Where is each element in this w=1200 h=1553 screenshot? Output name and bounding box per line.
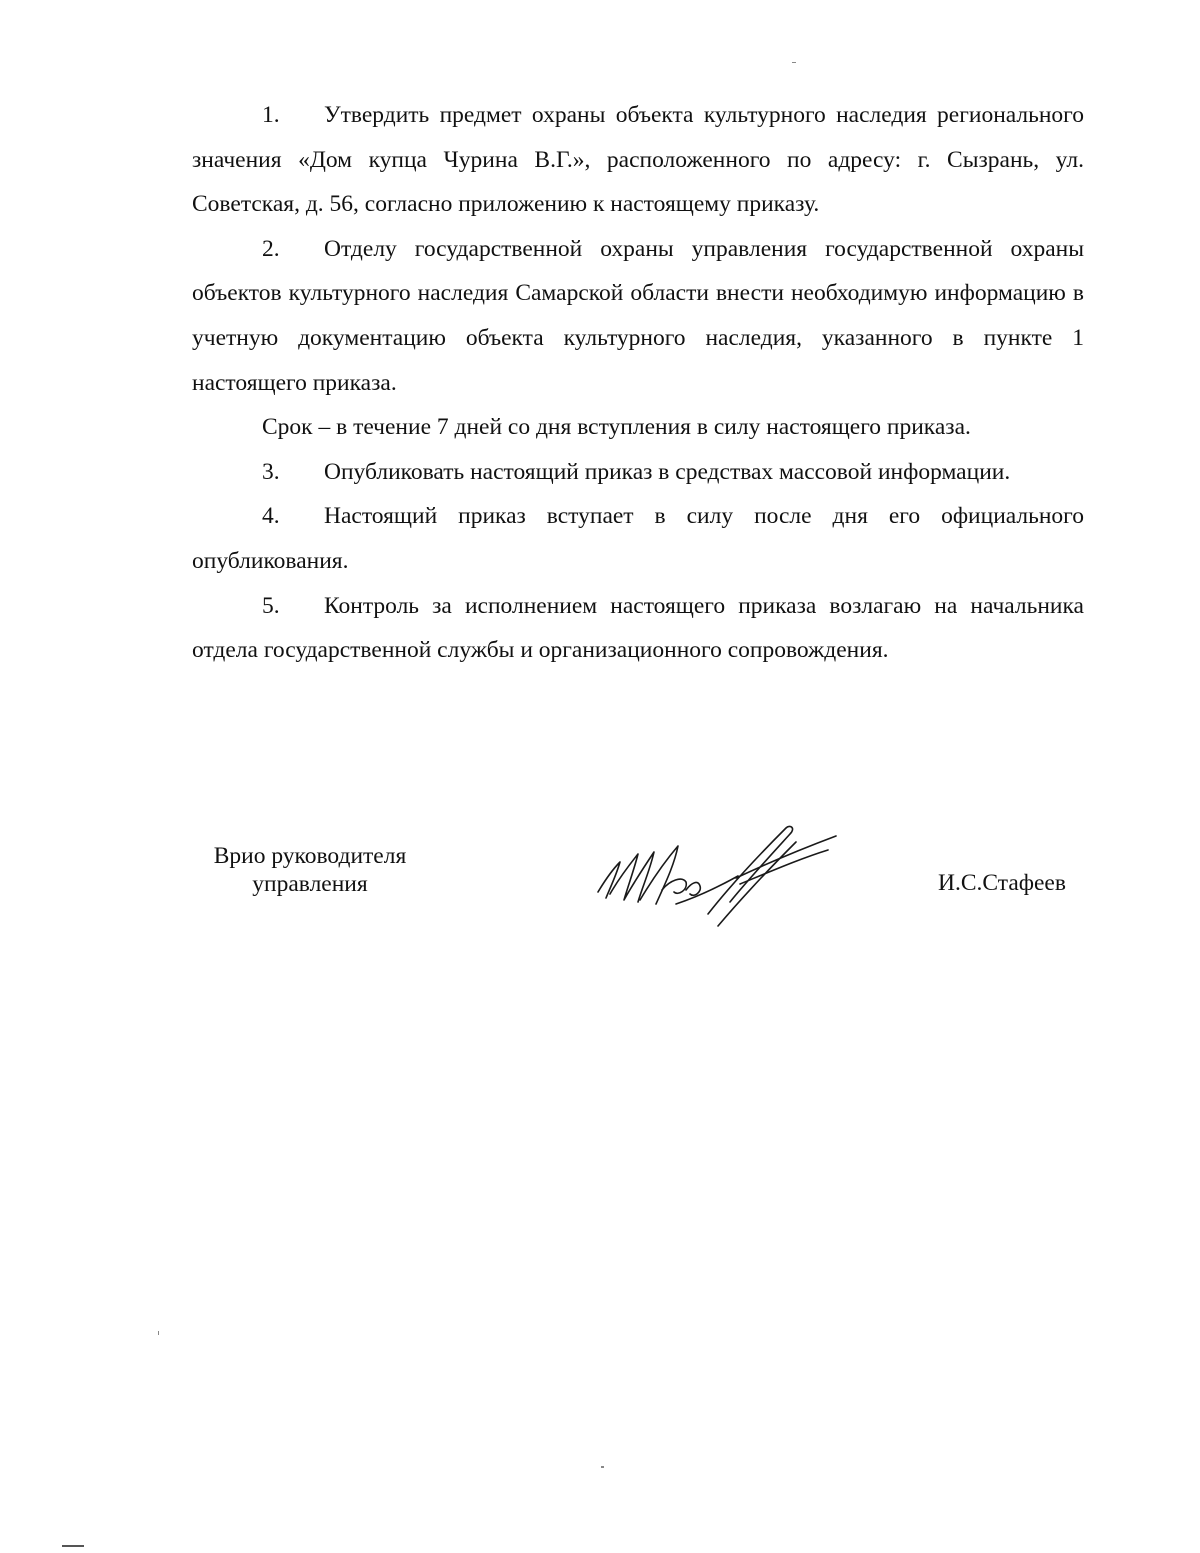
item-number: 5. — [262, 592, 280, 619]
handwritten-signature — [590, 820, 840, 930]
item-text: Настоящий приказ вступает в силу после дня его официального опубликования. — [192, 503, 1084, 574]
order-item-2 — [192, 227, 1084, 405]
item-text: Контроль за исполнением настоящего приказа возлагаю на начальника отдела государственной службы и организационного сопровождения. — [192, 592, 1084, 664]
signer-position-line1: Врио руководителя — [213, 843, 407, 869]
deadline-paragraph — [192, 405, 1084, 450]
item-text: Отделу государственной охраны управления государственной охраны объектов культурного наследия Самарской области внести необходимую информацию в учетную документацию объекта культурного наследия, указанного в пункте 1 настоящего приказа. — [192, 235, 1084, 396]
item-number: 3. — [262, 458, 280, 485]
signature-block — [0, 838, 1200, 958]
item-number: 4. — [262, 503, 280, 530]
item-text: Утвердить предмет охраны объекта культурного наследия регионального значения «Дом купца Чурина В.Г.», расположенного по адресу: г. Сызрань, ул. Советская, д. 56, согласно приложению к настоящему приказу. — [192, 102, 1084, 218]
signer-position-line2: управления — [252, 871, 368, 897]
scan-speck — [792, 62, 796, 63]
scan-speck — [601, 1466, 604, 1468]
scan-speck — [158, 1331, 159, 1335]
order-item-1 — [192, 93, 1084, 227]
order-item-4 — [192, 494, 1084, 583]
signer-name: И.С.Стафеев — [938, 870, 1066, 896]
item-text: Опубликовать настоящий приказ в средствах массовой информации. — [324, 458, 1011, 485]
scan-speck — [62, 1545, 84, 1547]
order-body — [192, 93, 1084, 673]
signer-position — [190, 842, 430, 898]
item-text: Срок – в течение 7 дней со дня вступления в силу настоящего приказа. — [262, 414, 971, 441]
item-number: 1. — [262, 102, 280, 128]
order-item-5 — [192, 584, 1084, 673]
item-number: 2. — [262, 235, 280, 262]
order-item-3 — [192, 450, 1084, 495]
